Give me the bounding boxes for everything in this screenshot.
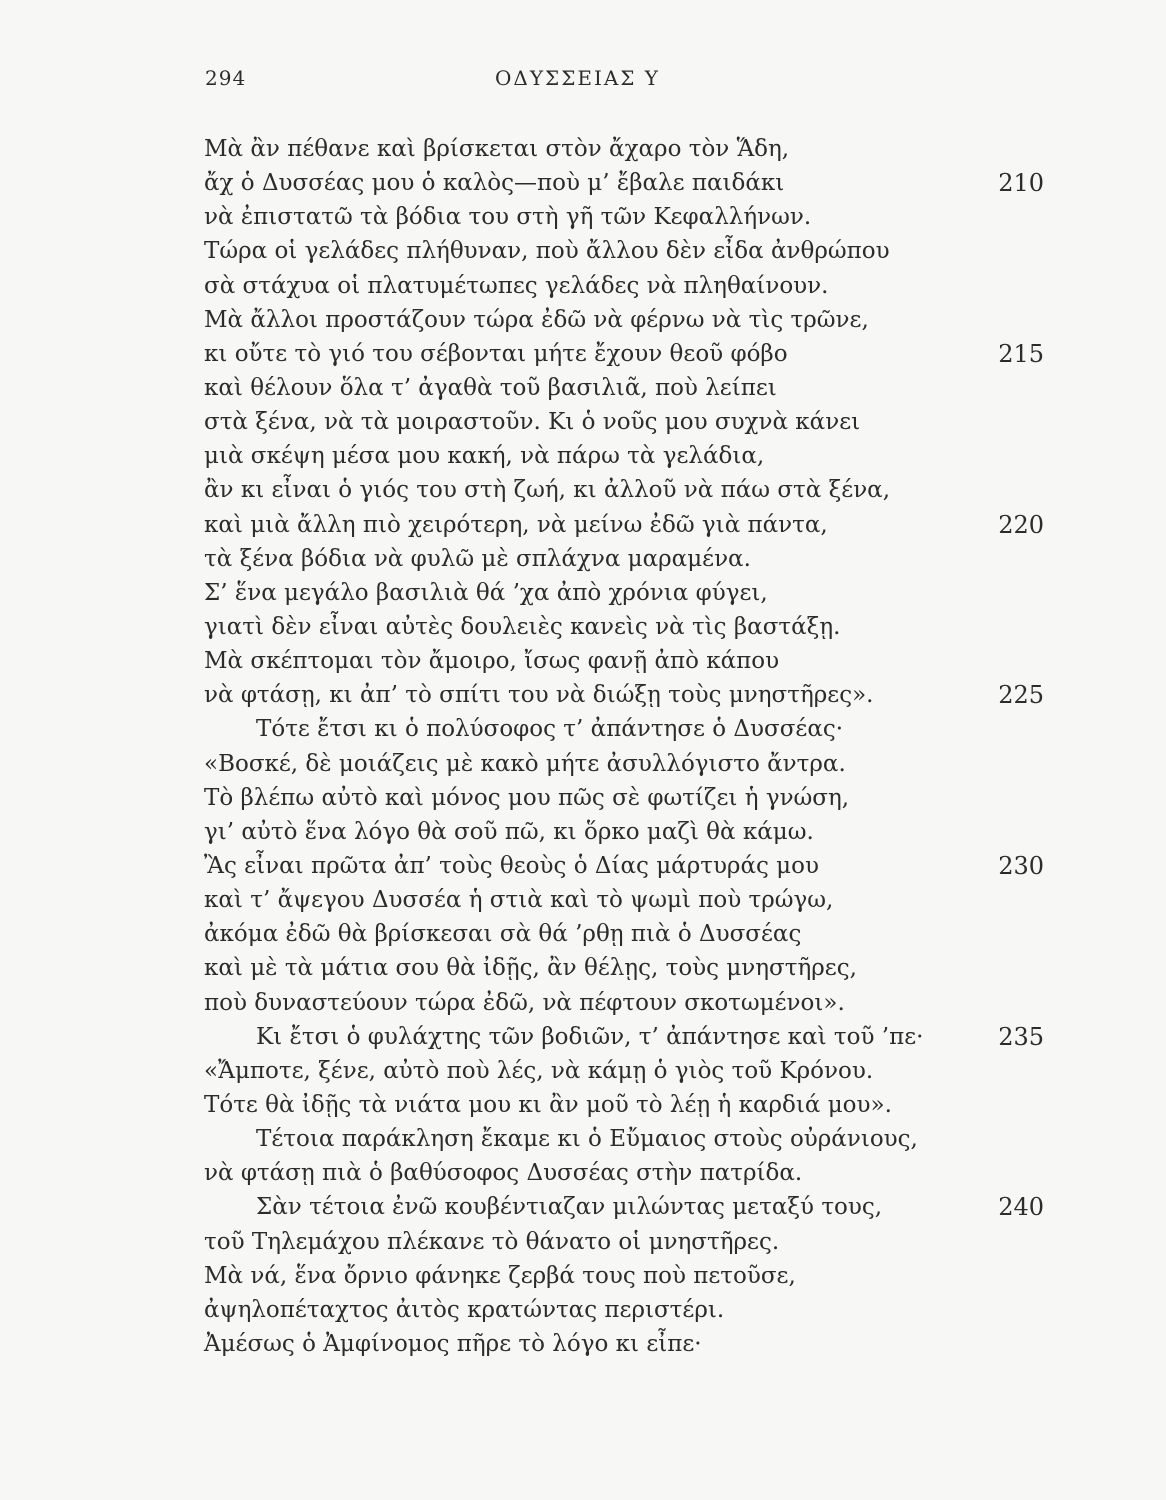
- verse-text: Σ’ ἕνα μεγάλο βασιλιὰ θά ’χα ἀπὸ χρόνια φύγει,: [204, 579, 768, 606]
- verse-line: [204, 917, 1044, 951]
- verse-line: [204, 269, 1044, 303]
- verse-line: [204, 576, 1044, 610]
- verse-text: ἀκόμα ἐδῶ θὰ βρίσκεσαι σὰ θά ’ρθῃ πιὰ ὁ Δυσσέας: [204, 921, 802, 948]
- verse-text: καὶ μὲ τὰ μάτια σου θὰ ἰδῇς, ἂν θέλῃς, τοὺς μνηστῆρες,: [204, 955, 857, 982]
- verse-line: [204, 1156, 1044, 1190]
- line-number: 230: [998, 851, 1044, 880]
- verse-line: [204, 303, 1044, 337]
- verse-text: Μὰ νά, ἕνα ὄρνιο φάνηκε ζερβά τους ποὺ πετοῦσε,: [204, 1262, 796, 1289]
- verse-text: κι οὔτε τὸ γιό του σέβονται μήτε ἔχουν θεοῦ φόβο: [204, 340, 788, 367]
- verse-text: καὶ θέλουν ὅλα τ’ ἀγαθὰ τοῦ βασιλιᾶ, ποὺ λείπει: [204, 374, 777, 401]
- verse-text: ἄχ ὁ Δυσσέας μου ὁ καλὸς—ποὺ μ’ ἔβαλε παιδάκι: [204, 170, 785, 197]
- verse-text: νὰ ἐπιστατῶ τὰ βόδια του στὴ γῆ τῶν Κεφαλλήνων.: [204, 204, 812, 231]
- verse-line: [204, 371, 1044, 405]
- line-number: 240: [998, 1193, 1044, 1222]
- verse-line: [204, 1293, 1044, 1327]
- verse-line: [204, 1190, 1044, 1224]
- verse-line: [204, 542, 1044, 576]
- verse-line: [204, 132, 1044, 166]
- verse-text: Τέτοια παράκληση ἔκαμε κι ὁ Εὔμαιος στοὺς οὐράνιους,: [256, 1126, 918, 1153]
- verse-text: Ἀμέσως ὁ Ἀμφίνομος πῆρε τὸ λόγο κι εἶπε·: [204, 1330, 702, 1357]
- verse-line: [204, 508, 1044, 542]
- verse-line: [204, 678, 1044, 712]
- line-number: 220: [998, 510, 1044, 539]
- verse-line: [204, 712, 1044, 746]
- verse-text: νὰ φτάσῃ, κι ἀπ’ τὸ σπίτι του νὰ διώξῃ τοὺς μνηστῆρες».: [204, 682, 874, 709]
- verse-text: νὰ φτάσῃ πιὰ ὁ βαθύσοφος Δυσσέας στὴν πατρίδα.: [204, 1160, 803, 1187]
- verse-text: «Βοσκέ, δὲ μοιάζεις μὲ κακὸ μήτε ἀσυλλόγιστο ἄντρα.: [204, 750, 846, 777]
- page-number: 294: [205, 66, 247, 90]
- verse-text: στὰ ξένα, νὰ τὰ μοιραστοῦν. Κι ὁ νοῦς μου συχνὰ κάνει: [204, 409, 861, 436]
- verse-line: [204, 166, 1044, 200]
- verse-line: [204, 644, 1044, 678]
- verse-line: [204, 986, 1044, 1020]
- verse-text: «Ἄμποτε, ξένε, αὐτὸ ποὺ λές, νὰ κάμῃ ὁ γιὸς τοῦ Κρόνου.: [204, 1057, 874, 1084]
- verse-text: ἂν κι εἶναι ὁ γιός του στὴ ζωή, κι ἀλλοῦ νὰ πάω στὰ ξένα,: [204, 477, 891, 504]
- verse-line: [204, 234, 1044, 268]
- verse-line: [204, 337, 1044, 371]
- book-title: ΟΔΥΣΣΕΙΑΣ Υ: [495, 66, 660, 90]
- verse-text: καὶ τ’ ἄψεγου Δυσσέα ἡ στιὰ καὶ τὸ ψωμὶ ποὺ τρώγω,: [204, 887, 834, 914]
- verse-line: [204, 951, 1044, 985]
- verse-text: Σὰν τέτοια ἐνῶ κουβέντιαζαν μιλώντας μεταξύ τους,: [256, 1194, 883, 1221]
- verse-line: [204, 1225, 1044, 1259]
- verse-text: Μὰ ἂν πέθανε καὶ βρίσκεται στὸν ἄχαρο τὸν Ἅδη,: [204, 136, 790, 162]
- verse-line: [204, 1020, 1044, 1054]
- verse-text: μιὰ σκέψη μέσα μου κακή, νὰ πάρω τὰ γελάδια,: [204, 443, 765, 470]
- verse-text: τὰ ξένα βόδια νὰ φυλῶ μὲ σπλάχνα μαραμένα.: [204, 545, 751, 572]
- verse-line: [204, 1088, 1044, 1122]
- verse-text: Τότε ἔτσι κι ὁ πολύσοφος τ’ ἀπάντησε ὁ Δυσσέας·: [256, 716, 844, 743]
- line-number: 225: [998, 681, 1044, 710]
- verse-line: [204, 747, 1044, 781]
- running-head: [205, 66, 950, 96]
- verse-block: [204, 132, 1044, 1361]
- verse-text: Ἂς εἶναι πρῶτα ἀπ’ τοὺς θεοὺς ὁ Δίας μάρτυράς μου: [204, 852, 819, 879]
- line-number: 210: [998, 169, 1044, 198]
- verse-line: [204, 1259, 1044, 1293]
- verse-line: [204, 439, 1044, 473]
- verse-text: καὶ μιὰ ἄλλη πιὸ χειρότερη, νὰ μείνω ἐδῶ γιὰ πάντα,: [204, 511, 828, 538]
- verse-line: [204, 1122, 1044, 1156]
- verse-line: [204, 473, 1044, 507]
- verse-text: ἀψηλοπέταχτος ἀιτὸς κρατώντας περιστέρι.: [204, 1296, 725, 1323]
- verse-text: τοῦ Τηλεμάχου πλέκανε τὸ θάνατο οἱ μνηστῆρες.: [204, 1228, 780, 1255]
- verse-line: [204, 781, 1044, 815]
- verse-line: [204, 1327, 1044, 1361]
- verse-text: Τώρα οἱ γελάδες πλήθυναν, ποὺ ἄλλου δὲν εἶδα ἀνθρώπου: [204, 238, 890, 265]
- line-number: 215: [998, 339, 1044, 368]
- verse-line: [204, 815, 1044, 849]
- verse-text: Κι ἔτσι ὁ φυλάχτης τῶν βοδιῶν, τ’ ἀπάντησε καὶ τοῦ ’πε·: [256, 1023, 924, 1050]
- verse-text: Τότε θὰ ἰδῇς τὰ νιάτα μου κι ἂν μοῦ τὸ λέῃ ἡ καρδιά μου».: [204, 1091, 892, 1118]
- verse-line: [204, 1054, 1044, 1088]
- verse-line: [204, 405, 1044, 439]
- verse-text: σὰ στάχυα οἱ πλατυμέτωπες γελάδες νὰ πληθαίνουν.: [204, 272, 829, 299]
- verse-line: [204, 200, 1044, 234]
- verse-line: [204, 610, 1044, 644]
- verse-line: [204, 849, 1044, 883]
- verse-text: γι’ αὐτὸ ἕνα λόγο θὰ σοῦ πῶ, κι ὅρκο μαζὶ θὰ κάμω.: [204, 818, 814, 845]
- verse-text: Μὰ σκέπτομαι τὸν ἄμοιρο, ἴσως φανῇ ἀπὸ κάπου: [204, 648, 780, 675]
- verse-text: Μὰ ἄλλοι προστάζουν τώρα ἐδῶ νὰ φέρνω νὰ τὶς τρῶνε,: [204, 306, 869, 333]
- line-number: 235: [998, 1022, 1044, 1051]
- verse-text: ποὺ δυναστεύουν τώρα ἐδῶ, νὰ πέφτουν σκοτωμένοι».: [204, 989, 845, 1016]
- verse-text: γιατὶ δὲν εἶναι αὐτὲς δουλειὲς κανεὶς νὰ τὶς βαστάξῃ.: [204, 613, 841, 640]
- verse-line: [204, 883, 1044, 917]
- verse-text: Τὸ βλέπω αὐτὸ καὶ μόνος μου πῶς σὲ φωτίζει ἡ γνώση,: [204, 784, 850, 811]
